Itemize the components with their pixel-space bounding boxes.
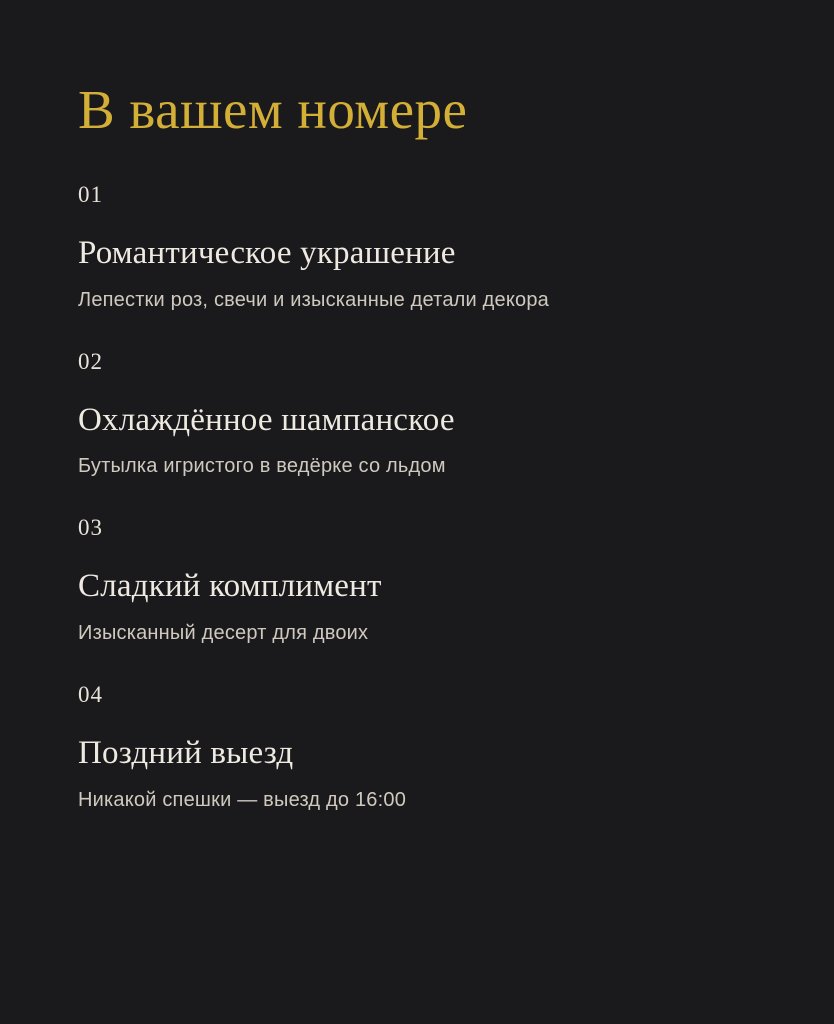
page-title: В вашем номере — [78, 79, 468, 140]
item-number: 04 — [78, 682, 103, 708]
item-description: Изысканный десерт для двоих — [78, 622, 369, 645]
list-item — [78, 516, 756, 647]
divider-rule — [78, 214, 756, 216]
list-item — [78, 350, 756, 481]
item-description: Никакой спешки — выезд до 16:00 — [78, 788, 407, 811]
item-number: 03 — [78, 515, 103, 541]
item-heading: Сладкий комплимент — [78, 568, 382, 605]
item-description: Бутылка игристого в ведёрке со льдом — [78, 455, 446, 478]
item-number: 01 — [78, 182, 103, 208]
item-heading: Охлаждённое шампанское — [78, 401, 455, 438]
list-item — [78, 683, 756, 814]
item-heading: Поздний выезд — [78, 735, 294, 772]
item-number: 02 — [78, 348, 103, 374]
divider-rule — [78, 547, 756, 549]
divider-rule — [78, 714, 756, 716]
item-heading: Романтическое украшение — [78, 235, 456, 272]
item-description: Лепестки роз, свечи и изысканные детали декора — [78, 288, 549, 311]
divider-rule — [78, 381, 756, 383]
list-item — [78, 183, 756, 314]
